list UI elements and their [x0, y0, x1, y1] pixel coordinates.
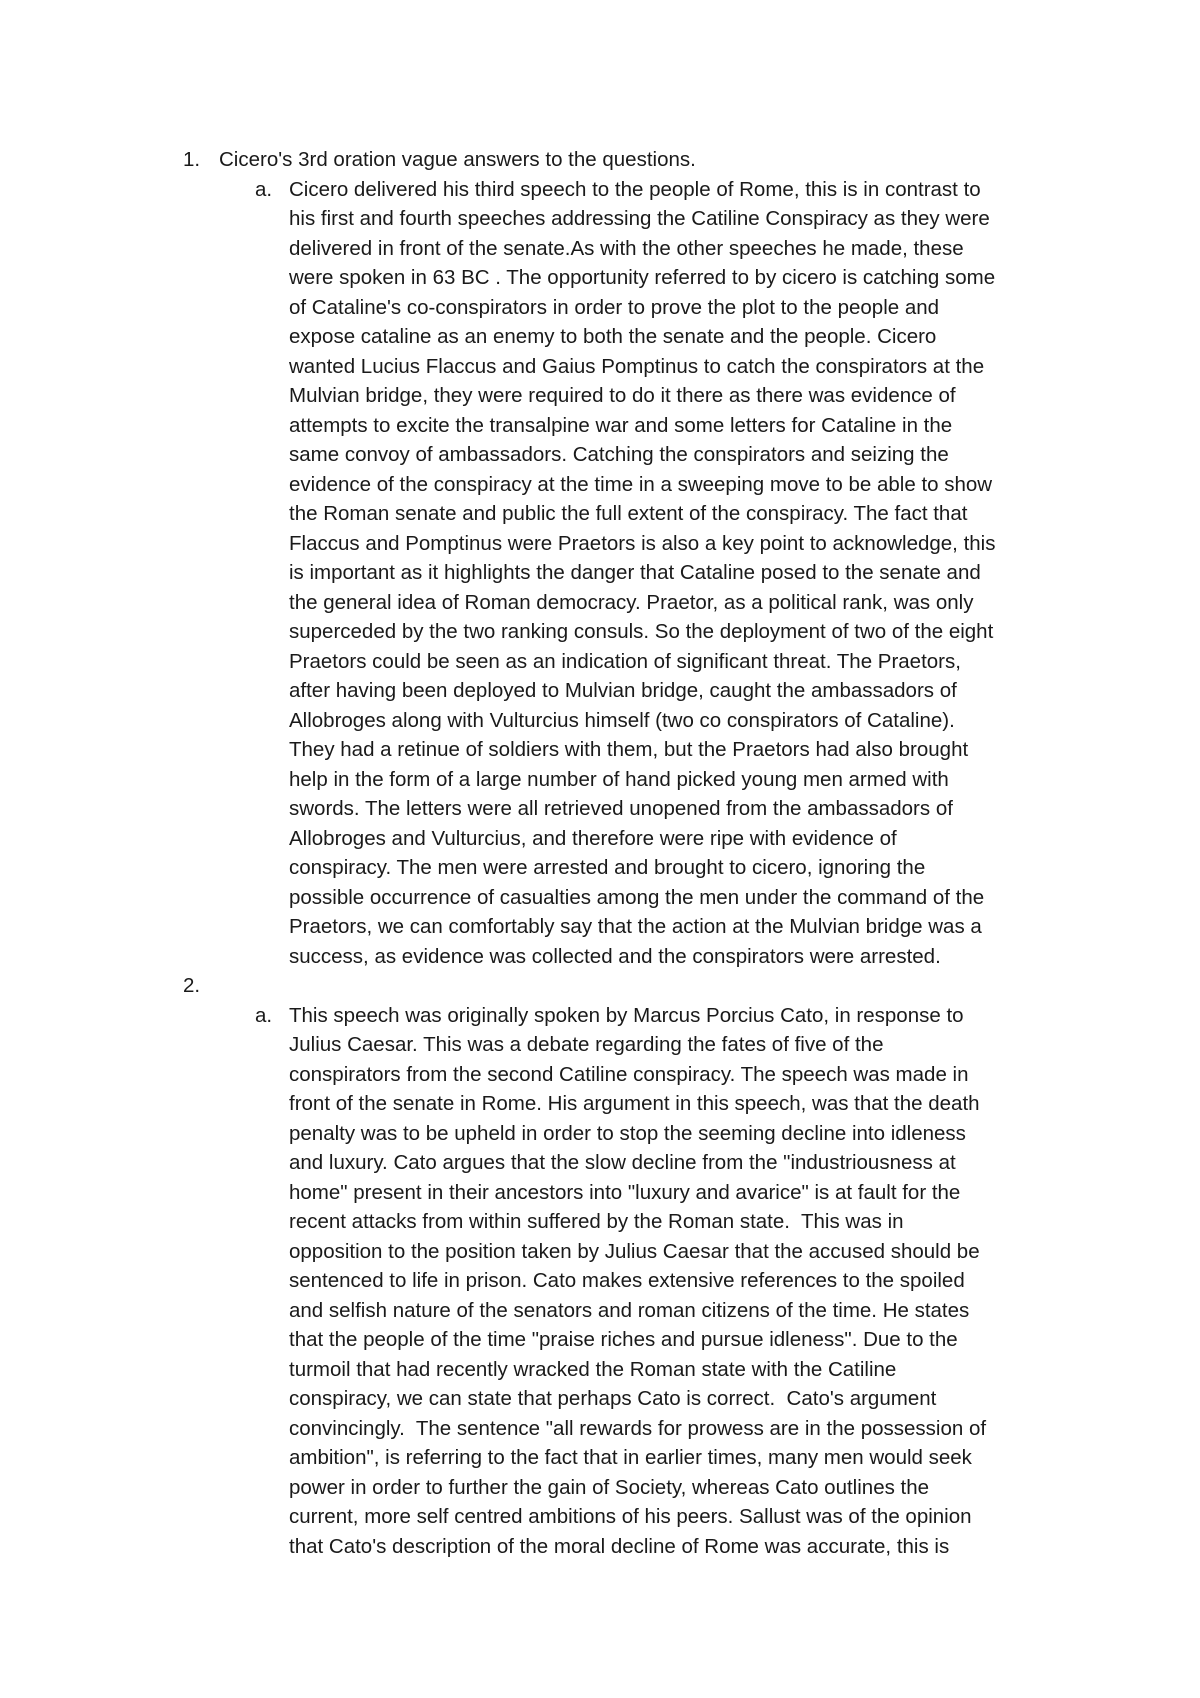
- paragraph-line: This speech was originally spoken by Marcus Porcius Cato, in response to: [289, 1003, 964, 1027]
- paragraph-line: evidence of the conspiracy at the time in a sweeping move to be able to show: [289, 472, 993, 496]
- paragraph-line: front of the senate in Rome. His argument in this speech, was that the death: [289, 1092, 980, 1115]
- sub-marker-2a: a.: [255, 1003, 273, 1027]
- paragraph-line: Praetors, we can comfortably say that the action at the Mulvian bridge was a: [289, 915, 982, 938]
- paragraph-line: convincingly. The sentence "all rewards for prowess are in the possession of: [289, 1416, 987, 1440]
- paragraph-line: and luxury. Cato argues that the slow decline from the "industriousness at: [289, 1151, 956, 1174]
- paragraph-line: turmoil that had recently wracked the Roman state with the Catiline: [289, 1357, 897, 1381]
- paragraph-line: the general idea of Roman democracy. Praetor, as a political rank, was only: [289, 590, 974, 614]
- paragraph-line: Allobroges and Vulturcius, and therefore were ripe with evidence of: [289, 826, 897, 850]
- sub-item-2a: [255, 1001, 1083, 1562]
- paragraph-line: expose cataline as an enemy to both the senate and the people. Cicero: [289, 325, 937, 348]
- paragraph-line: the Roman senate and public the full extent of the conspiracy. The fact that: [289, 502, 968, 525]
- list-item-1: [183, 145, 1083, 175]
- paragraph-line: Cicero delivered his third speech to the people of Rome, this is in contrast to: [289, 177, 981, 201]
- paragraph-2a: [289, 1001, 1061, 1562]
- paragraph-line: conspiracy, we can state that perhaps Cato is correct. Cato's argument: [289, 1387, 937, 1410]
- paragraph-line: conspiracy. The men were arrested and brought to cicero, ignoring the: [289, 856, 926, 879]
- numbered-list: [183, 145, 1083, 1561]
- paragraph-line: opposition to the position taken by Julius Caesar that the accused should be: [289, 1239, 980, 1263]
- paragraph-line: Mulvian bridge, they were required to do it there as there was evidence of: [289, 384, 956, 407]
- paragraph-line: power in order to further the gain of Society, whereas Cato outlines the: [289, 1475, 930, 1499]
- paragraph-line: that the people of the time "praise riches and pursue idleness". Due to the: [289, 1328, 958, 1351]
- list-number-1: 1.: [183, 148, 201, 171]
- paragraph-line: wanted Lucius Flaccus and Gaius Pomptinus to catch the conspirators at the: [289, 354, 985, 378]
- paragraph-line: attempts to excite the transalpine war and some letters for Cataline in the: [289, 413, 953, 437]
- sub-item-1a: [255, 175, 1083, 972]
- sub-marker-1a: a.: [255, 177, 273, 201]
- paragraph-line: that Cato's description of the moral decline of Rome was accurate, this is: [289, 1534, 950, 1558]
- paragraph-1a: [289, 175, 1061, 972]
- paragraph-line: possible occurrence of casualties among the men under the command of the: [289, 885, 985, 909]
- paragraph-line: success, as evidence was collected and the conspirators were arrested.: [289, 944, 941, 968]
- paragraph-line: recent attacks from within suffered by the Roman state. This was in: [289, 1210, 904, 1233]
- paragraph-line: Julius Caesar. This was a debate regarding the fates of five of the: [289, 1033, 884, 1056]
- list-item-2: [183, 971, 1083, 1001]
- paragraph-line: Allobroges along with Vulturcius himself (two co conspirators of Cataline).: [289, 708, 955, 732]
- paragraph-line: Praetors could be seen as an indication of significant threat. The Praetors,: [289, 649, 961, 673]
- list-number-2: 2.: [183, 974, 201, 997]
- paragraph-line: of Cataline's co-conspirators in order to prove the plot to the people and: [289, 295, 940, 319]
- paragraph-line: conspirators from the second Catiline conspiracy. The speech was made in: [289, 1062, 969, 1086]
- paragraph-line: They had a retinue of soldiers with them, but the Praetors had also brought: [289, 738, 969, 761]
- paragraph-line: Flaccus and Pomptinus were Praetors is also a key point to acknowledge, this: [289, 531, 996, 555]
- paragraph-line: same convoy of ambassadors. Catching the conspirators and seizing the: [289, 443, 949, 466]
- list-item-2-title: [219, 971, 1083, 1001]
- paragraph-line: sentenced to life in prison. Cato makes extensive references to the spoiled: [289, 1269, 965, 1292]
- list-item-1-title: Cicero's 3rd oration vague answers to the questions.: [219, 148, 696, 171]
- paragraph-line: delivered in front of the senate.As with the other speeches he made, these: [289, 236, 964, 260]
- paragraph-line: is important as it highlights the danger that Cataline posed to the senate and: [289, 561, 981, 584]
- paragraph-line: his first and fourth speeches addressing the Catiline Conspiracy as they were: [289, 207, 990, 230]
- paragraph-line: penalty was to be upheld in order to stop the seeming decline into idleness: [289, 1121, 966, 1145]
- paragraph-line: help in the form of a large number of hand picked young men armed with: [289, 767, 949, 791]
- paragraph-line: home" present in their ancestors into "luxury and avarice" is at fault for the: [289, 1180, 961, 1204]
- paragraph-line: and selfish nature of the senators and roman citizens of the time. He states: [289, 1298, 970, 1322]
- paragraph-line: ambition", is referring to the fact that in earlier times, many men would seek: [289, 1446, 972, 1469]
- paragraph-line: after having been deployed to Mulvian bridge, caught the ambassadors of: [289, 679, 957, 702]
- paragraph-line: were spoken in 63 BC . The opportunity referred to by cicero is catching some: [289, 266, 996, 289]
- paragraph-line: current, more self centred ambitions of his peers. Sallust was of the opinion: [289, 1505, 972, 1528]
- paragraph-line: swords. The letters were all retrieved unopened from the ambassadors of: [289, 797, 953, 820]
- paragraph-line: superceded by the two ranking consuls. So the deployment of two of the eight: [289, 620, 994, 643]
